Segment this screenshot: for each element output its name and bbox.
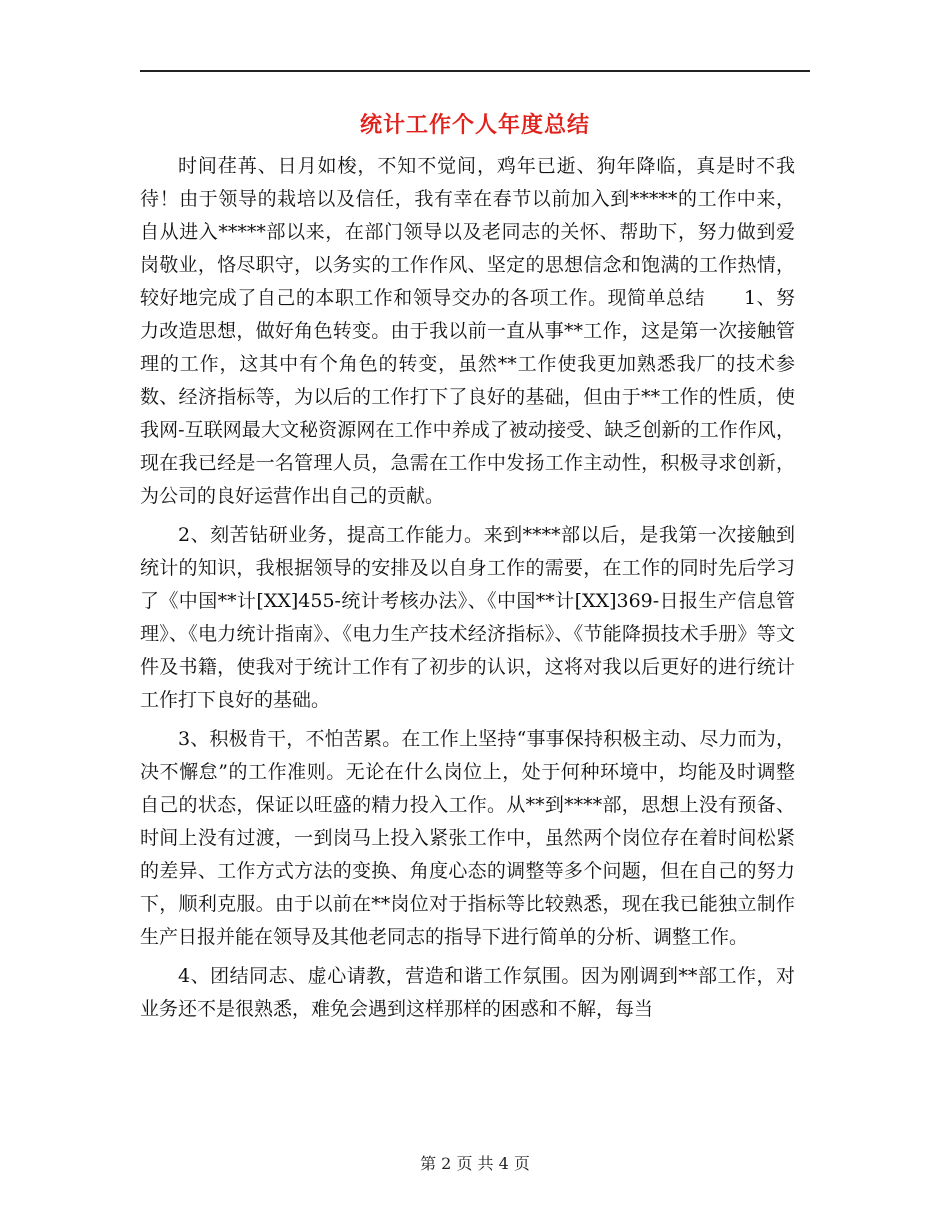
page-footer: 第 2 页 共 4 页 [420,1154,530,1173]
document-title: 统计工作个人年度总结 [359,112,590,138]
paragraph-4: 4、团结同志、虚心请教，营造和谐工作氛围。因为刚调到**部工作，对业务还不是很熟悉，难免会遇到这样那样的困惑和不解，每当 [140,965,795,1020]
paragraph-2: 2、刻苦钻研业务，提高工作能力。来到****部以后，是我第一次接触到统计的知识，我根据领导的安排及以自身工作的需要，在工作的同时先后学习了《中国**计[XX]455-统计考核办法》、《中国**计[XX]369-日报生产信息管理》、《电力统计指南》、《电力生产技术经济指标》、《节能降损技术手册》等文件及书籍，使我对于统计工作有了初步的认识，这将对我以后更好的进行统计工作打下良好的基础。 [140,524,795,711]
paragraph-3: 3、积极肯干，不怕苦累。在工作上坚持“事事保持积极主动、尽力而为，决不懈怠”的工作准则。无论在什么岗位上，处于何种环境中，均能及时调整自己的状态，保证以旺盛的精力投入工作。从**到****部，思想上没有预备、时间上没有过渡，一到岗马上投入紧张工作中，虽然两个岗位存在着时间松紧的差异、工作方式方法的变换、角度心态的调整等多个问题，但在自己的努力下，顺利克服。由于以前在**岗位对于指标等比较熟悉，现在我已能独立制作生产日报并能在领导及其他老同志的指导下进行简单的分析、调整工作。 [140,728,795,948]
document-body [140,150,795,1032]
paragraph-1: 时间荏苒、日月如梭，不知不觉间，鸡年已逝、狗年降临，真是时不我待！由于领导的栽培以及信任，我有幸在春节以前加入到*****的工作中来，自从进入*****部以来，在部门领导以及老同志的关怀、帮助下，努力做到爱岗敬业，恪尽职守，以务实的工作作风、坚定的思想信念和饱满的工作热情，较好地完成了自己的本职工作和领导交办的各项工作。现简单总结 1、努力改造思想，做好角色转变。由于我以前一直从事**工作，这是第一次接触管理的工作，这其中有个角色的转变，虽然**工作使我更加熟悉我厂的技术参数、经济指标等，为以后的工作打下了良好的基础，但由于**工作的性质，使我网-互联网最大文秘资源网在工作中养成了被动接受、缺乏创新的工作作风，现在我已经是一名管理人员，急需在工作中发扬工作主动性，积极寻求创新，为公司的良好运营作出自己的贡献。 [140,155,795,507]
header-rule [140,70,810,72]
